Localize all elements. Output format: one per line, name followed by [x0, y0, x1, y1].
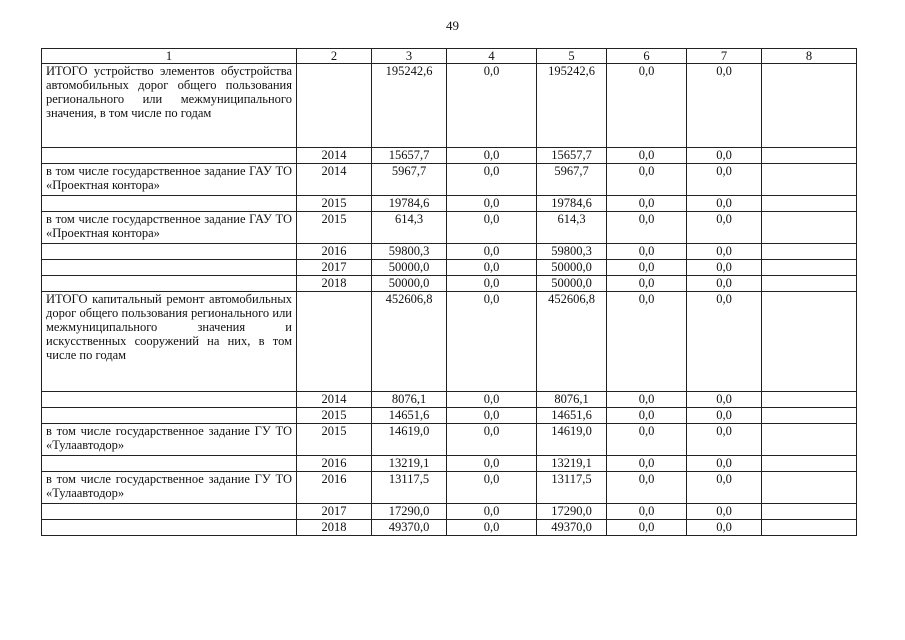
table-row	[42, 196, 857, 212]
row-value-col3: 49370,0	[372, 520, 447, 536]
row-value-col5: 13219,1	[537, 456, 607, 472]
row-description: в том числе государственное задание ГУ ТО «Тулаавтодор»	[42, 472, 297, 504]
row-value-col4: 0,0	[447, 424, 537, 456]
row-value-col4: 0,0	[447, 148, 537, 164]
table-row	[42, 408, 857, 424]
table-row	[42, 424, 857, 456]
row-value-col6: 0,0	[607, 292, 687, 392]
row-year: 2014	[297, 148, 372, 164]
row-value-col7: 0,0	[687, 292, 762, 392]
row-value-col8	[762, 276, 857, 292]
table-row	[42, 520, 857, 536]
table-row	[42, 244, 857, 260]
row-value-col3: 14619,0	[372, 424, 447, 456]
row-value-col7: 0,0	[687, 64, 762, 148]
row-description	[42, 276, 297, 292]
row-value-col6: 0,0	[607, 520, 687, 536]
row-value-col7: 0,0	[687, 472, 762, 504]
table-row	[42, 148, 857, 164]
row-value-col5: 17290,0	[537, 504, 607, 520]
row-year: 2018	[297, 520, 372, 536]
row-value-col6: 0,0	[607, 276, 687, 292]
column-header-4: 4	[447, 49, 537, 64]
row-value-col8	[762, 164, 857, 196]
table-row	[42, 212, 857, 244]
row-value-col3: 14651,6	[372, 408, 447, 424]
row-description: ИТОГО устройство элементов обустройства автомобильных дорог общего пользования регионального или межмуниципального значения, в том числе по годам	[42, 64, 297, 148]
row-value-col5: 614,3	[537, 212, 607, 244]
row-value-col8	[762, 292, 857, 392]
row-value-col5: 14619,0	[537, 424, 607, 456]
row-value-col4: 0,0	[447, 472, 537, 504]
row-year: 2014	[297, 392, 372, 408]
row-value-col3: 13219,1	[372, 456, 447, 472]
row-value-col8	[762, 520, 857, 536]
row-value-col6: 0,0	[607, 212, 687, 244]
row-value-col8	[762, 212, 857, 244]
table-row	[42, 472, 857, 504]
table-row	[42, 456, 857, 472]
column-header-5: 5	[537, 49, 607, 64]
row-description	[42, 520, 297, 536]
row-value-col3: 452606,8	[372, 292, 447, 392]
row-value-col3: 614,3	[372, 212, 447, 244]
row-description	[42, 408, 297, 424]
row-value-col5: 15657,7	[537, 148, 607, 164]
row-value-col6: 0,0	[607, 456, 687, 472]
row-value-col8	[762, 196, 857, 212]
row-value-col6: 0,0	[607, 196, 687, 212]
row-value-col8	[762, 424, 857, 456]
row-value-col5: 13117,5	[537, 472, 607, 504]
row-year: 2016	[297, 472, 372, 504]
column-header-8: 8	[762, 49, 857, 64]
table-row	[42, 64, 857, 148]
row-value-col7: 0,0	[687, 196, 762, 212]
row-value-col5: 452606,8	[537, 292, 607, 392]
row-value-col4: 0,0	[447, 392, 537, 408]
row-value-col4: 0,0	[447, 292, 537, 392]
row-description	[42, 196, 297, 212]
row-value-col4: 0,0	[447, 196, 537, 212]
row-value-col6: 0,0	[607, 504, 687, 520]
row-description: ИТОГО капитальный ремонт автомобильных дорог общего пользования регионального или межмуниципального значения и искусственных сооружений на них, в том числе по годам	[42, 292, 297, 392]
row-value-col3: 17290,0	[372, 504, 447, 520]
row-value-col7: 0,0	[687, 424, 762, 456]
row-value-col6: 0,0	[607, 148, 687, 164]
row-year: 2015	[297, 424, 372, 456]
row-value-col8	[762, 392, 857, 408]
column-header-2: 2	[297, 49, 372, 64]
row-value-col8	[762, 244, 857, 260]
row-description: в том числе государственное задание ГАУ ТО «Проектная контора»	[42, 212, 297, 244]
column-header-6: 6	[607, 49, 687, 64]
row-description	[42, 244, 297, 260]
row-value-col7: 0,0	[687, 244, 762, 260]
row-year: 2017	[297, 260, 372, 276]
row-value-col8	[762, 472, 857, 504]
header-row	[42, 49, 857, 64]
table-row	[42, 164, 857, 196]
page-number: 49	[446, 18, 459, 33]
row-value-col5: 49370,0	[537, 520, 607, 536]
row-value-col3: 5967,7	[372, 164, 447, 196]
row-value-col3: 50000,0	[372, 276, 447, 292]
row-value-col6: 0,0	[607, 472, 687, 504]
row-value-col6: 0,0	[607, 260, 687, 276]
column-header-1: 1	[42, 49, 297, 64]
row-value-col8	[762, 504, 857, 520]
row-year: 2014	[297, 164, 372, 196]
row-value-col3: 59800,3	[372, 244, 447, 260]
budget-table	[41, 48, 857, 536]
row-value-col5: 5967,7	[537, 164, 607, 196]
row-value-col5: 50000,0	[537, 276, 607, 292]
row-description	[42, 456, 297, 472]
row-value-col4: 0,0	[447, 212, 537, 244]
row-value-col7: 0,0	[687, 276, 762, 292]
row-value-col5: 195242,6	[537, 64, 607, 148]
row-year	[297, 64, 372, 148]
row-value-col7: 0,0	[687, 148, 762, 164]
row-value-col8	[762, 260, 857, 276]
column-header-7: 7	[687, 49, 762, 64]
row-value-col3: 50000,0	[372, 260, 447, 276]
row-value-col3: 8076,1	[372, 392, 447, 408]
row-value-col3: 15657,7	[372, 148, 447, 164]
row-year: 2015	[297, 212, 372, 244]
row-value-col6: 0,0	[607, 408, 687, 424]
row-description	[42, 148, 297, 164]
row-value-col4: 0,0	[447, 520, 537, 536]
row-value-col7: 0,0	[687, 520, 762, 536]
row-description	[42, 392, 297, 408]
row-year	[297, 292, 372, 392]
row-value-col3: 13117,5	[372, 472, 447, 504]
row-value-col7: 0,0	[687, 212, 762, 244]
row-value-col6: 0,0	[607, 244, 687, 260]
row-year: 2015	[297, 196, 372, 212]
row-year: 2016	[297, 244, 372, 260]
row-value-col4: 0,0	[447, 276, 537, 292]
table-row	[42, 504, 857, 520]
row-value-col5: 8076,1	[537, 392, 607, 408]
row-value-col3: 19784,6	[372, 196, 447, 212]
table-row	[42, 276, 857, 292]
row-value-col6: 0,0	[607, 64, 687, 148]
row-year: 2016	[297, 456, 372, 472]
table-row	[42, 292, 857, 392]
row-value-col8	[762, 64, 857, 148]
row-value-col5: 19784,6	[537, 196, 607, 212]
row-description: в том числе государственное задание ГУ ТО «Тулаавтодор»	[42, 424, 297, 456]
row-value-col4: 0,0	[447, 260, 537, 276]
row-value-col6: 0,0	[607, 424, 687, 456]
row-description	[42, 504, 297, 520]
row-value-col7: 0,0	[687, 260, 762, 276]
row-value-col4: 0,0	[447, 164, 537, 196]
row-value-col8	[762, 148, 857, 164]
row-value-col7: 0,0	[687, 504, 762, 520]
row-value-col4: 0,0	[447, 64, 537, 148]
row-value-col7: 0,0	[687, 408, 762, 424]
column-header-3: 3	[372, 49, 447, 64]
row-value-col8	[762, 408, 857, 424]
row-description	[42, 260, 297, 276]
row-value-col7: 0,0	[687, 456, 762, 472]
row-year: 2017	[297, 504, 372, 520]
row-value-col5: 59800,3	[537, 244, 607, 260]
row-year: 2018	[297, 276, 372, 292]
row-value-col4: 0,0	[447, 408, 537, 424]
row-year: 2015	[297, 408, 372, 424]
row-value-col6: 0,0	[607, 164, 687, 196]
table-row	[42, 392, 857, 408]
row-value-col5: 14651,6	[537, 408, 607, 424]
row-description: в том числе государственное задание ГАУ ТО «Проектная контора»	[42, 164, 297, 196]
row-value-col4: 0,0	[447, 504, 537, 520]
row-value-col5: 50000,0	[537, 260, 607, 276]
row-value-col8	[762, 456, 857, 472]
row-value-col6: 0,0	[607, 392, 687, 408]
row-value-col3: 195242,6	[372, 64, 447, 148]
table-row	[42, 260, 857, 276]
row-value-col4: 0,0	[447, 244, 537, 260]
row-value-col7: 0,0	[687, 392, 762, 408]
row-value-col7: 0,0	[687, 164, 762, 196]
row-value-col4: 0,0	[447, 456, 537, 472]
